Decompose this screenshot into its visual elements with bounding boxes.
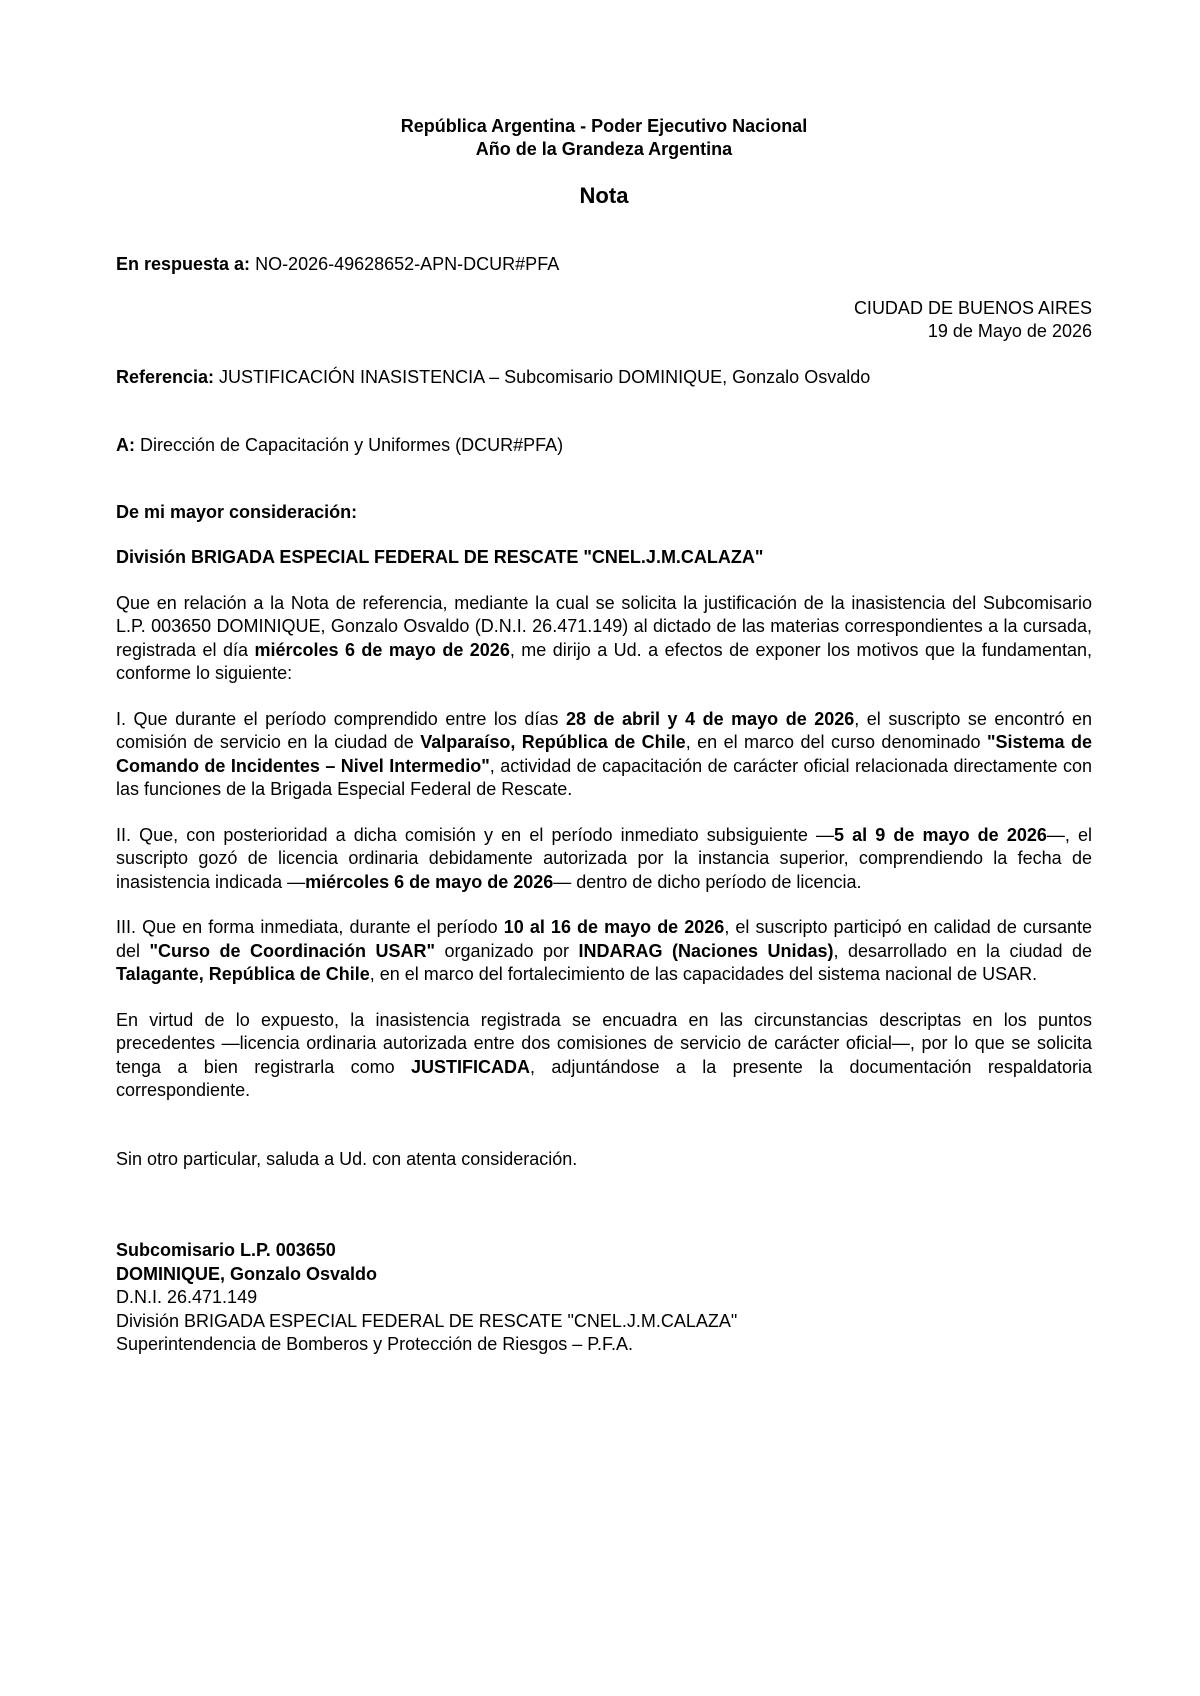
recipient-line	[116, 434, 1092, 458]
bold-text-run: miércoles 6 de mayo de 2026	[305, 871, 554, 892]
division-heading: División BRIGADA ESPECIAL FEDERAL DE RESCATE "CNEL.J.M.CALAZA"	[116, 547, 764, 567]
bold-text-run: 28 de abril y 4 de mayo de 2026	[565, 708, 855, 729]
text-run: III. Que en forma inmediata, durante el período	[116, 917, 504, 937]
response-value: NO-2026-49628652-APN-DCUR#PFA	[250, 254, 560, 274]
text-run: —, el suscripto gozó de licencia ordinaria debidamente autorizada por la instancia superior, comprendiendo la fecha de inasistencia indicada —	[116, 824, 1092, 892]
bold-text-run: "Sistema de Comando de Incidentes – Nivel Intermedio"	[116, 732, 1092, 776]
closing-line: Sin otro particular, saluda a Ud. con atenta consideración.	[116, 1148, 578, 1169]
text-run: , el suscripto participó en calidad de cursante del	[116, 917, 1092, 961]
bold-text-run: JUSTIFICADA	[411, 1056, 531, 1077]
reference-value: JUSTIFICACIÓN INASISTENCIA – Subcomisario DOMINIQUE, Gonzalo Osvaldo	[214, 366, 871, 387]
text-run: II. Que, con posterioridad a dicha comisión y en el período inmediato subsiguiente —	[116, 824, 834, 845]
signature-block	[116, 1239, 1092, 1357]
paragraph-point-1	[116, 708, 1092, 802]
document-body	[116, 115, 1092, 1357]
salutation: De mi mayor consideración:	[116, 501, 358, 522]
text-run: , actividad de capacitación de carácter oficial relacionada directamente con las funciones de la Brigada Especial Federal de Rescate.	[116, 755, 1092, 799]
signature-division: División BRIGADA ESPECIAL FEDERAL DE RESCATE "CNEL.J.M.CALAZA"	[116, 1310, 738, 1331]
reference-line	[116, 366, 1092, 390]
text-run: En virtud de lo expuesto, la inasistencia registrada se encuadra en las circunstancias descriptas en los puntos precedentes —licencia ordinaria autorizada entre dos comisiones de servicio de carácter oficial—, por lo que se solicita tenga a bien registrarla como	[116, 1009, 1092, 1077]
header-year-motto: Año de la Grandeza Argentina	[475, 139, 733, 159]
paragraph-intro	[116, 592, 1092, 686]
recipient-label: A:	[116, 435, 135, 455]
text-run: Que en relación a la Nota de referencia, mediante la cual se solicita la justificación de la inasistencia del Subcomisario L.P. 003650 DOMINIQUE, Gonzalo Osvaldo (D.N.I. 26.471.149) al dictado de las materias correspondientes a la cursada, registrada el día	[116, 592, 1092, 660]
response-label: En respuesta a:	[116, 254, 251, 274]
text-run: , desarrollado en la ciudad de	[833, 940, 1092, 961]
signature-dni: D.N.I. 26.471.149	[116, 1287, 258, 1307]
signature-name: DOMINIQUE, Gonzalo Osvaldo	[116, 1263, 378, 1284]
recipient-value: Dirección de Capacitación y Uniformes (DCUR#PFA)	[135, 435, 564, 455]
bold-text-run: INDARAG (Naciones Unidas)	[578, 940, 834, 961]
document-title: Nota	[579, 183, 629, 208]
bold-text-run: Valparaíso, República de Chile	[420, 732, 686, 752]
text-run: , el suscripto se encontró en comisión de servicio en la ciudad de	[116, 708, 1092, 752]
paragraph-point-3	[116, 916, 1092, 987]
text-run: , en el marco del fortalecimiento de las capacidades del sistema nacional de USAR.	[369, 964, 1038, 984]
header-government: República Argentina - Poder Ejecutivo Nacional	[400, 116, 808, 136]
text-run: organizado por	[435, 940, 579, 961]
bold-text-run: 5 al 9 de mayo de 2026	[834, 824, 1047, 845]
bold-text-run: 10 al 16 de mayo de 2026	[503, 917, 725, 937]
reference-label: Referencia:	[116, 366, 215, 387]
paragraph-conclusion	[116, 1009, 1092, 1103]
text-run: I. Que durante el período comprendido entre los días	[116, 708, 566, 729]
bold-text-run: "Curso de Coordinación USAR"	[149, 940, 435, 961]
paragraph-point-2	[116, 824, 1092, 895]
bold-text-run: Talagante, República de Chile	[116, 964, 370, 984]
signature-rank: Subcomisario L.P. 003650	[116, 1240, 336, 1260]
bold-text-run: miércoles 6 de mayo de 2026	[254, 639, 510, 660]
text-run: , en el marco del curso denominado	[685, 732, 987, 752]
text-run: — dentro de dicho período de licencia.	[553, 871, 862, 892]
place-city: CIUDAD DE BUENOS AIRES	[853, 297, 1092, 318]
text-run: , me dirijo a Ud. a efectos de exponer los motivos que la fundamentan, conforme lo siguiente:	[116, 639, 1092, 683]
signature-agency: Superintendencia de Bomberos y Protección de Riesgos – P.F.A.	[116, 1334, 633, 1354]
place-date: 19 de Mayo de 2026	[927, 321, 1092, 341]
text-run: , adjuntándose a la presente la documentación respaldatoria correspondiente.	[116, 1056, 1092, 1100]
response-line	[116, 253, 1092, 277]
